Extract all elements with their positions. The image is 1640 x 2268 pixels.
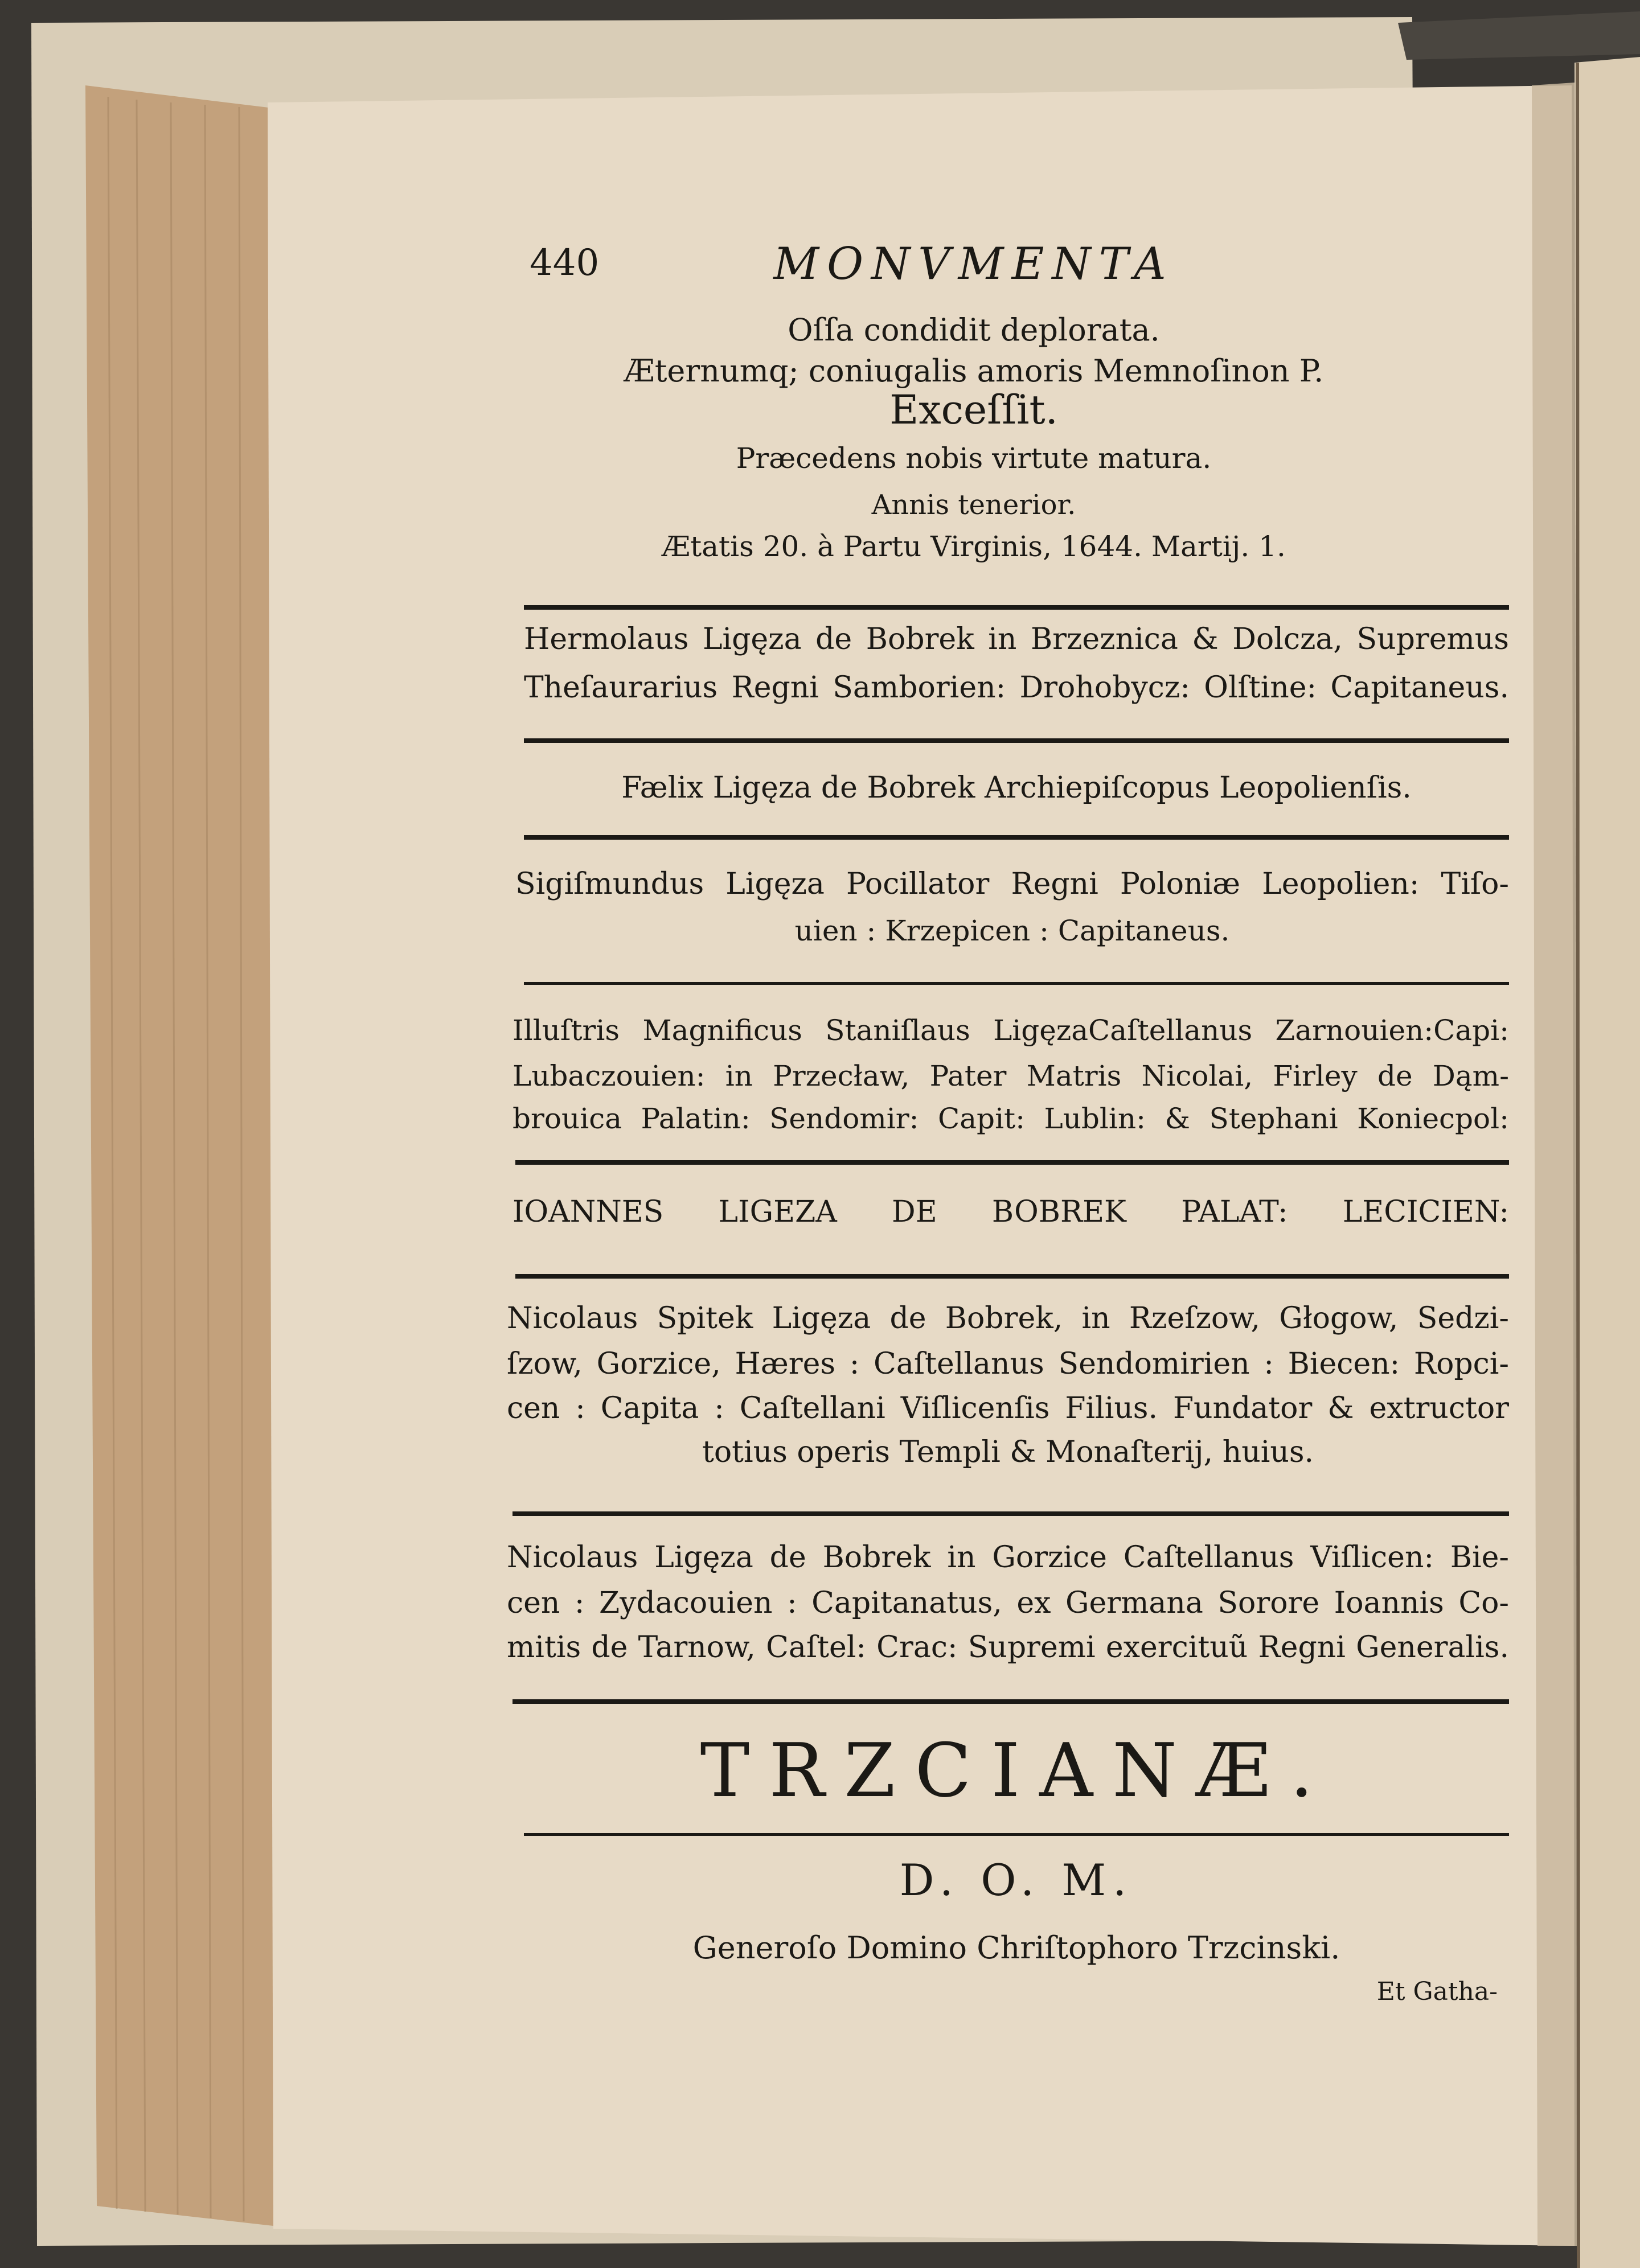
divider-rule	[524, 738, 1509, 743]
divider-rule	[524, 835, 1509, 840]
page-block-fore-edge	[85, 85, 273, 2226]
running-title: MONVMENTA	[773, 239, 1174, 290]
dedication-line: Generoſo Domino Chriſtophoro Trzcinski.	[692, 1930, 1340, 1966]
entry-nicolaus-line-3: mitis de Tarnow, Caſtel: Crac: Supremi exercituũ Regni Generalis.	[507, 1630, 1509, 1665]
entry-stanislaus-line-2: Lubaczouien: in Przecław, Pater Matris Nicolai, Firley de Dąm-	[512, 1059, 1509, 1092]
divider-rule	[515, 1274, 1509, 1279]
divider-rule	[512, 1699, 1509, 1704]
section-title: TRZCIANÆ.	[700, 1727, 1333, 1814]
entry-nicolaus-line-2: cen : Zydacouien : Capitanatus, ex Germana Sorore Ioannis Co-	[507, 1586, 1509, 1620]
entry-faelix: Fælix Ligęza de Bobrek Archiepiſcopus Leopolienſis.	[621, 771, 1412, 805]
epitaph-line-6: Ætatis 20. à Partu Virginis, 1644. Martij. 1.	[662, 530, 1286, 563]
facing-page-edge	[1575, 57, 1640, 2268]
entry-nicolaus-spitek-line-3: cen : Capita : Caſtellani Viſlicenſis Filius. Fundator & extructor	[507, 1391, 1509, 1425]
entry-nicolaus-spitek-line-2: ſzow, Gorzice, Hæres : Caſtellanus Sendomirien : Biecen: Ropci-	[507, 1347, 1509, 1381]
entry-stanislaus-line-3: brouica Palatin: Sendomir: Capit: Lublin: & Stephani Koniecpol:	[512, 1102, 1509, 1135]
epitaph-line-2: Æternumq; coniugalis amoris Memnoſinon P.	[624, 353, 1324, 389]
entry-stanislaus-line-1: Illuſtris Magnificus Staniſlaus LigęzaCaſtellanus Zarnouien:Capi:	[512, 1014, 1509, 1047]
divider-rule	[524, 1833, 1509, 1836]
entry-nicolaus-spitek-line-1: Nicolaus Spitek Ligęza de Bobrek, in Rzeſzow, Głogow, Sedzi-	[507, 1301, 1509, 1336]
entry-sigismundus-line-2: uien : Krzepicen : Capitaneus.	[794, 914, 1230, 947]
divider-rule	[524, 605, 1509, 610]
page-number: 440	[530, 242, 600, 284]
epitaph-line-4: Præcedens nobis virtute matura.	[736, 442, 1212, 475]
entry-hermolaus-line-2: Theſaurarius Regni Samborien: Drohobycz: Olſtine: Capitaneus.	[524, 671, 1509, 705]
epitaph-line-5: Annis tenerior.	[871, 489, 1076, 521]
epitaph-line-3: Exceſſit.	[889, 387, 1058, 433]
epitaph-line-1: Oſſa condidit deplorata.	[788, 312, 1160, 348]
divider-rule	[524, 982, 1509, 985]
catchword: Et Gatha-	[1376, 1977, 1498, 2006]
entry-hermolaus-line-1: Hermolaus Ligęza de Bobrek in Brzeznica & Dolcza, Supremus	[524, 622, 1509, 656]
entry-nicolaus-spitek-line-4: totius operis Templi & Monaſterij, huius.	[702, 1435, 1314, 1469]
book-page	[273, 105, 1566, 2246]
divider-rule	[515, 1160, 1509, 1165]
entry-ioannes: IOANNES LIGEZA DE BOBREK PALAT: LECICIEN:	[512, 1195, 1509, 1229]
divider-rule	[512, 1511, 1509, 1516]
entry-nicolaus-line-1: Nicolaus Ligęza de Bobrek in Gorzice Caſtellanus Viſlicen: Bie-	[507, 1540, 1509, 1575]
entry-sigismundus-line-1: Sigiſmundus Ligęza Pocillator Regni Poloniæ Leopolien: Tiſo-	[515, 867, 1509, 901]
dom-heading: D. O. M.	[899, 1855, 1134, 1905]
